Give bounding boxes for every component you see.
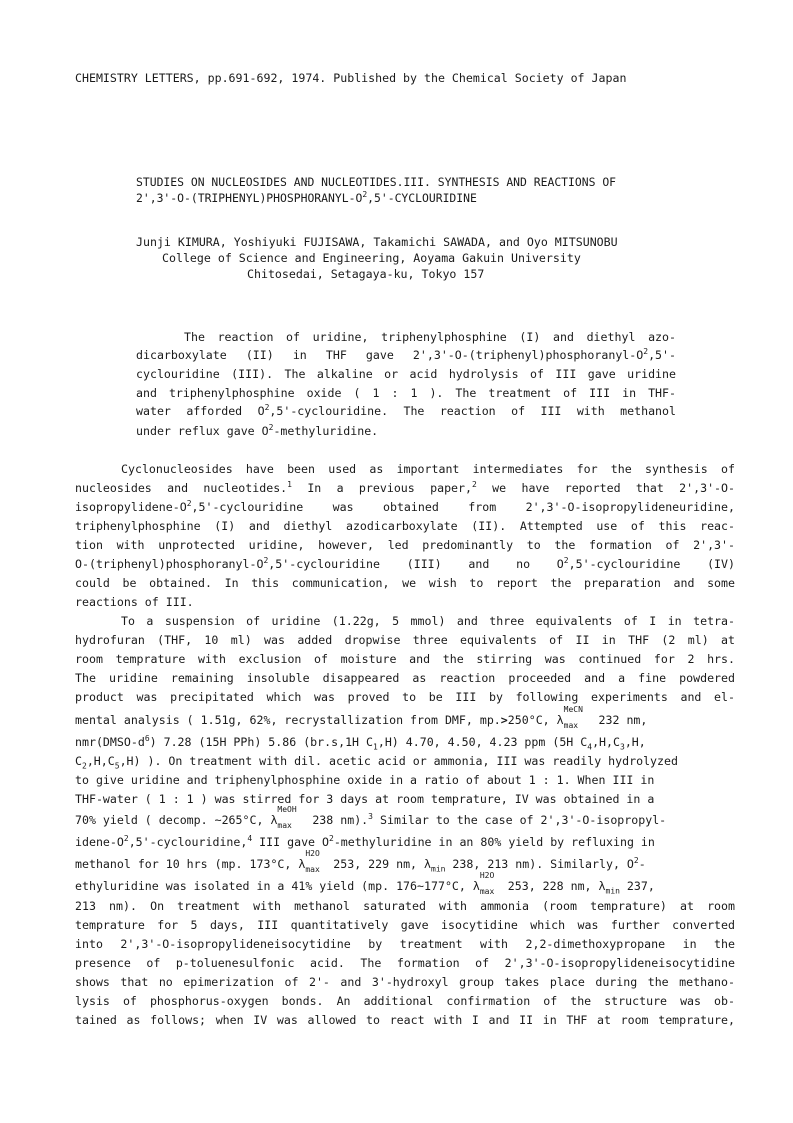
abstract-line: water afforded $O^2,5'$-cyclouridine. The reaction of III with methanol	[136, 403, 676, 418]
author-list: Junji KIMURA, Yoshiyuki FUJISAWA, Takamichi SAWADA, and Oyo MITSUNOBU	[136, 235, 618, 249]
body-line: idene-$O^2,5'-cyclouridine,^4$ III gave $O^2$-methyluridine in an 80% yield by refluxing in	[75, 834, 655, 849]
body-line: methanol for 10 hrs (mp. 173°C, λ H2O max 253, 229 nm, $\lambda_{min}$ 238, 213 nm). Similarly, $O^2-$	[75, 849, 646, 874]
body-line: The uridine remaining insoluble disappeared as reaction proceeded and a fine powdered	[75, 671, 735, 685]
journal-header: CHEMISTRY LETTERS, pp.691-692, 1974. Published by the Chemical Society of Japan	[75, 71, 627, 85]
paper-title-line-2: $2',3'-O-(TRIPHENYL)PHOSPHORANYL-O^2,5'$-CYCLOURIDINE	[136, 190, 477, 205]
abstract-line: dicarboxylate (II) in THF gave $2',3'-O-(triphenyl)phosphoranyl-O^2,5'-$	[136, 347, 676, 362]
body-line: shows that no epimerization of 2'- and 3'-hydroxyl group takes place during the methano-	[75, 975, 735, 989]
body-line: lysis of phosphorus-oxygen bonds. An additional confirmation of the structure was ob-	[75, 994, 735, 1008]
body-line: room temprature with exclusion of moisture and the stirring was continued for 2 hrs.	[75, 652, 735, 666]
body-line: could be obtained. In this communication, we wish to report the preparation and some	[75, 576, 735, 590]
body-line: into 2',3'-O-isopropylideneisocytidine by treatment with 2,2-dimethoxypropane in the	[75, 937, 735, 951]
body-line: product was precipitated which was proved to be III by following experiments and el-	[75, 690, 735, 704]
paper-title-line-1: STUDIES ON NUCLEOSIDES AND NUCLEOTIDES.III. SYNTHESIS AND REACTIONS OF	[136, 175, 617, 189]
body-line: temprature for 5 days, III quantitatively gave isocytidine which was further converted	[75, 918, 735, 932]
abstract-line: and triphenylphosphine oxide ( 1 : 1 ). The treatment of III in THF-	[136, 386, 676, 400]
body-line: $C_2,H,C_5,H$) ). On treatment with dil. acetic acid or ammonia, III was readily hydrolyzed	[75, 754, 678, 771]
body-line: 70% yield ( decomp. ~265°C, λ MeOH max 238 nm).$^3$ Similar to the case of 2',3'-O-isopropyl-	[75, 805, 667, 830]
abstract-line: The reaction of uridine, triphenylphosphine (I) and diethyl azo-	[184, 330, 676, 344]
body-line: Cyclonucleosides have been used as important intermediates for the synthesis of	[121, 462, 735, 476]
abstract-line: cyclouridine (III). The alkaline or acid hydrolysis of III gave uridine	[136, 367, 676, 381]
affiliation-line-2: Chitosedai, Setagaya-ku, Tokyo 157	[247, 267, 485, 281]
body-line: tained as follows; when IV was allowed to react with I and II in THF at room temprature,	[75, 1013, 735, 1027]
body-line: $nmr(DMSO-d^6)$ 7.28 (15H PPh) 5.86 (br.s,1H $C_1,H$) 4.70, 4.50, 4.23 ppm (5H $C_4,H,C_3,H$,	[75, 734, 646, 752]
body-line: mental analysis ( 1.51g, 62%, recrystallization from DMF, mp.>250°C, λ MeCN max 232 nm,	[75, 705, 648, 730]
body-line: To a suspension of uridine (1.22g, 5 mmol) and three equivalents of I in tetra-	[121, 614, 735, 628]
body-line: presence of p-toluenesulfonic acid. The formation of 2',3'-O-isopropylideneisocytidine	[75, 956, 735, 970]
body-line: reactions of III.	[75, 595, 194, 609]
body-line: to give uridine and triphenylphosphine oxide in a ratio of about 1 : 1. When III in	[75, 773, 655, 787]
body-line: isopropylidene-$O^2,5'$-cyclouridine was obtained from 2',3'-O-isopropylideneuridine,	[75, 499, 735, 514]
body-line: tion with unprotected uridine, however, led predominantly to the formation of 2',3'-	[75, 538, 735, 552]
abstract-line: under reflux gave $O^2$-methyluridine.	[136, 423, 379, 438]
body-line: ethyluridine was isolated in a 41% yield (mp. 176~177°C, λ H2O max 253, 228 nm, $\lambda_{min}$ 237,	[75, 871, 655, 896]
body-line: hydrofuran (THF, 10 ml) was added dropwise three equivalents of II in THF (2 ml) at	[75, 633, 735, 647]
body-line: 213 nm). On treatment with methanol saturated with ammonia (room temprature) at room	[75, 899, 735, 913]
body-line: $O-(triphenyl)phosphoranyl-O^2,5'$-cyclouridine (III) and no $O^2,5'$-cyclouridine (IV)	[75, 556, 735, 571]
body-line: nucleosides and nucleotides.$^1$ In a previous paper,$^2$ we have reported that 2',3'-O-	[75, 480, 735, 495]
affiliation-line-1: College of Science and Engineering, Aoyama Gakuin University	[162, 251, 581, 265]
body-line: THF-water ( 1 : 1 ) was stirred for 3 days at room temprature, IV was obtained in a	[75, 792, 655, 806]
body-line: triphenylphosphine (I) and diethyl azodicarboxylate (II). Attempted use of this reac-	[75, 519, 735, 533]
